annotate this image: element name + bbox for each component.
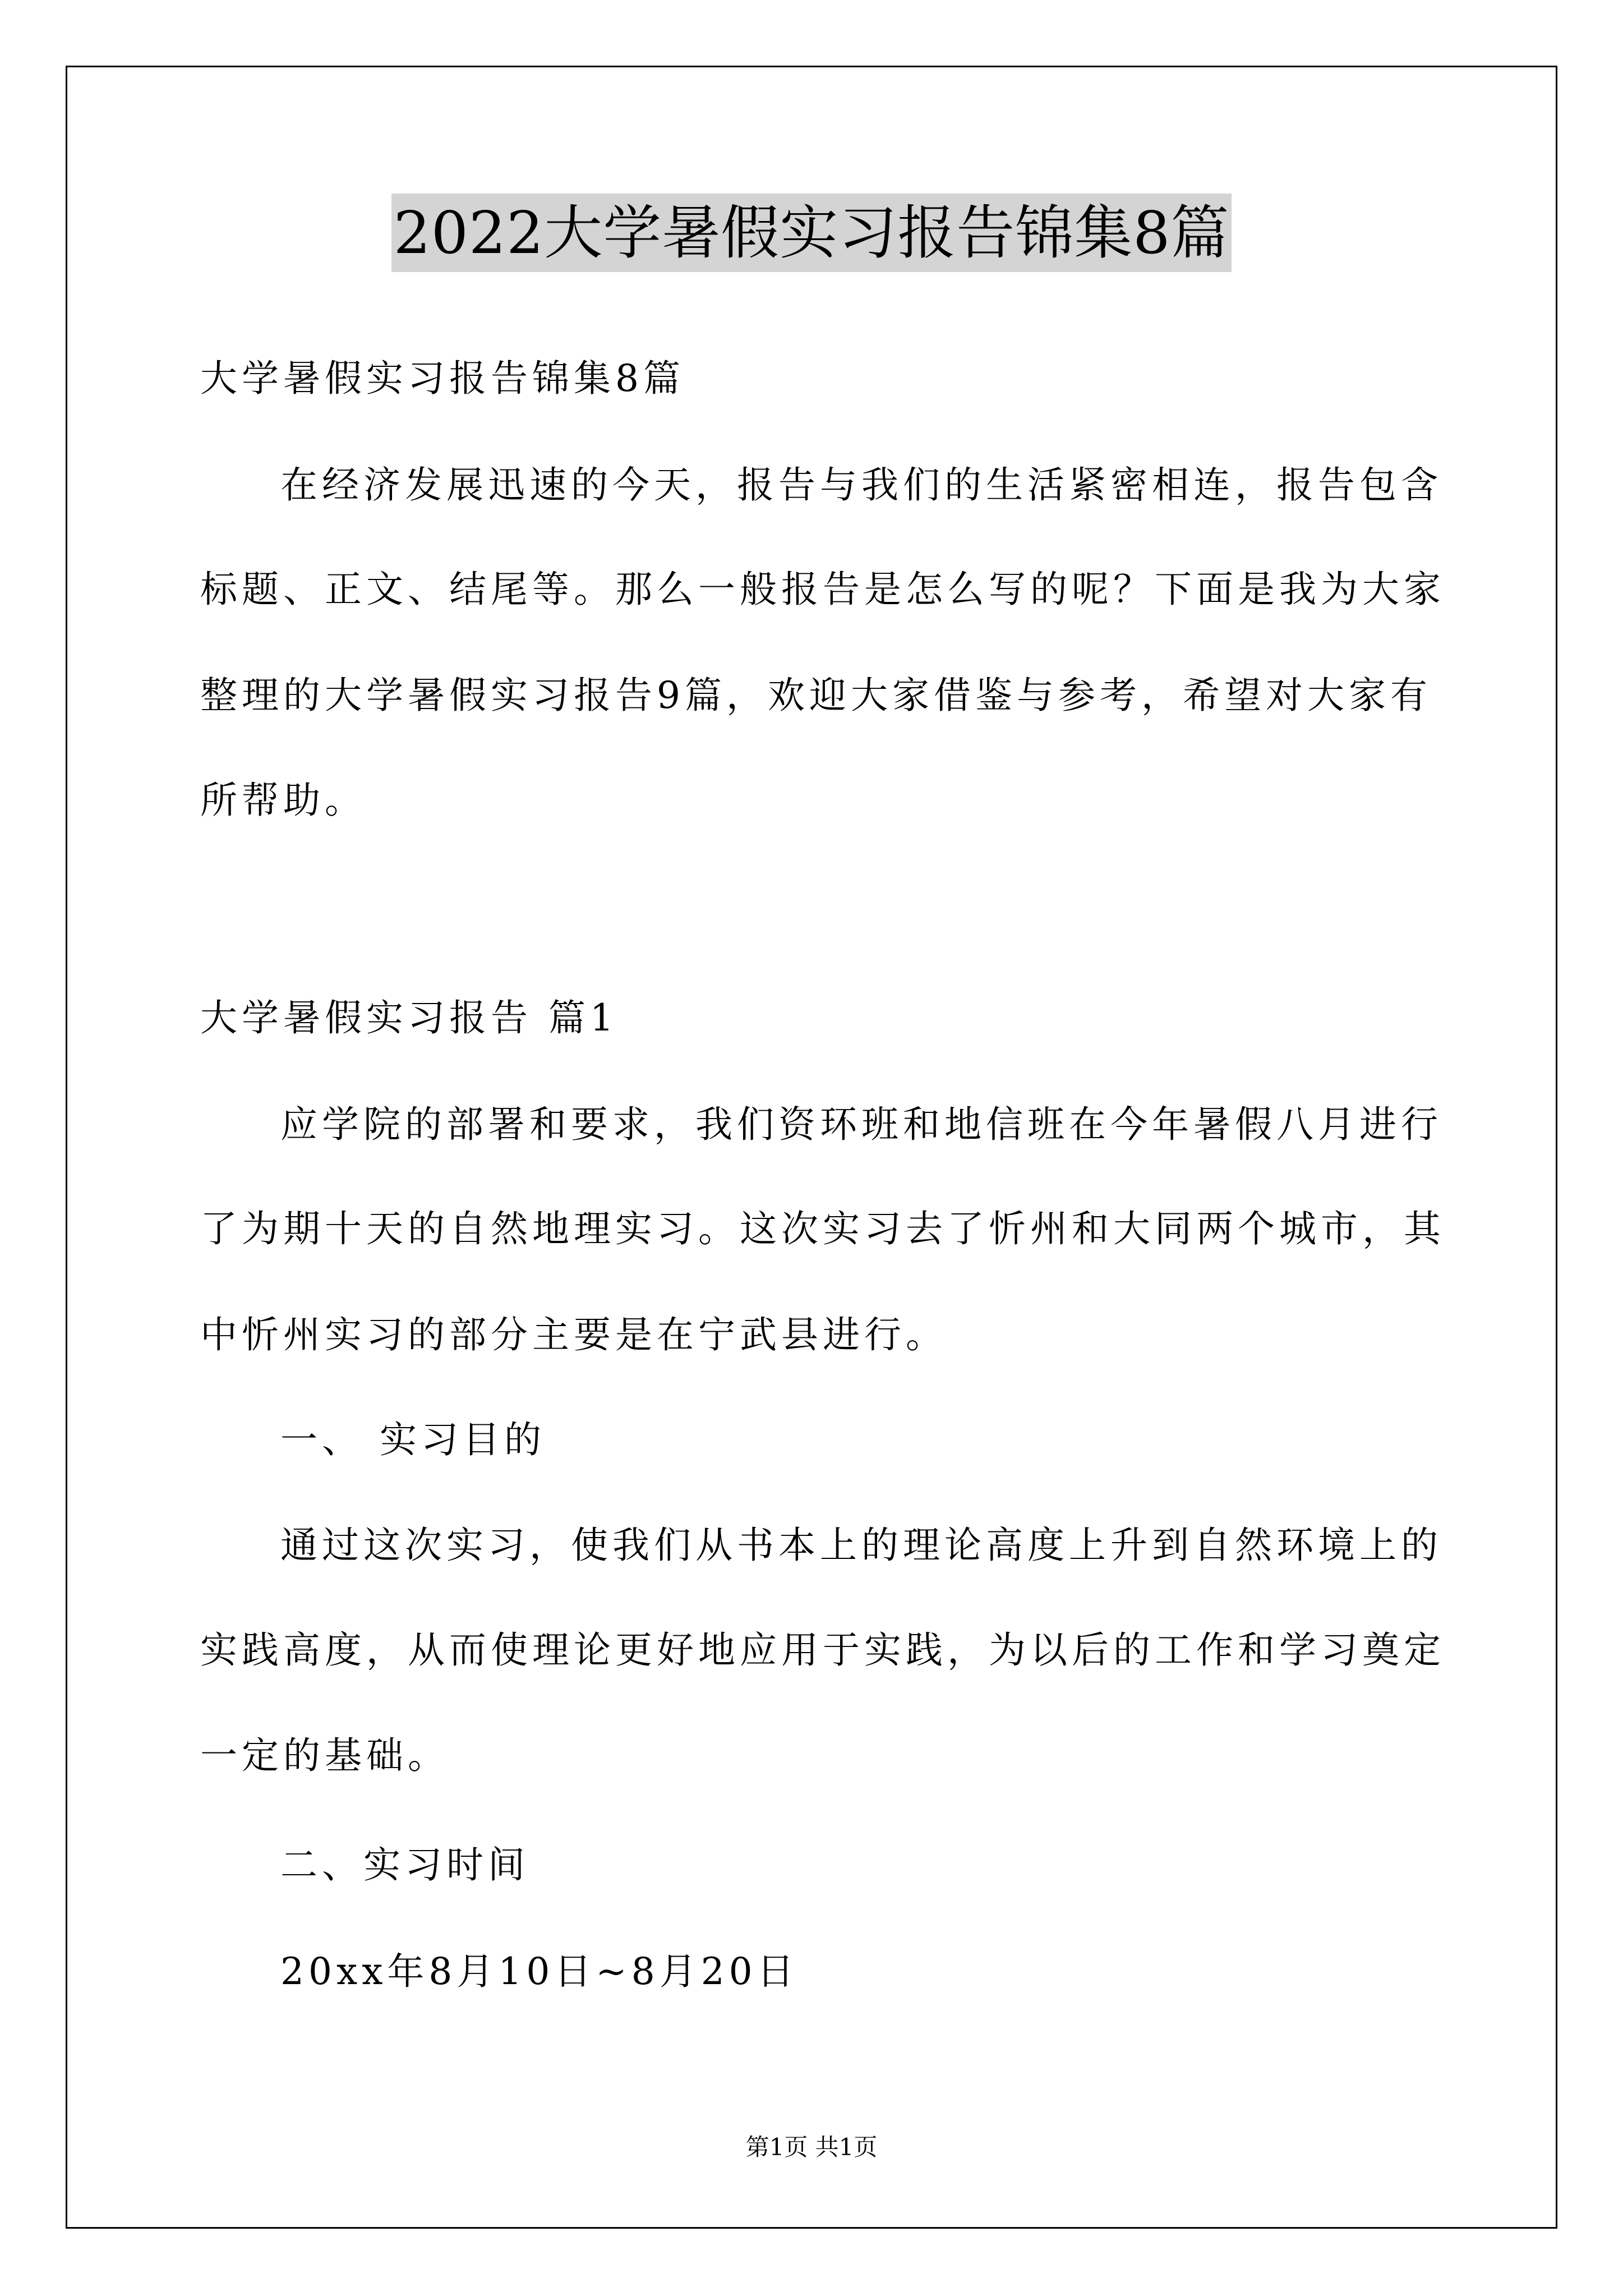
heading-time: 二、实习时间 [280,1843,529,1887]
purpose-line-3: 一定的基础。 [200,1734,449,1777]
intro-line-4: 所帮助。 [200,779,366,822]
purpose-line-1: 通过这次实习，使我们从书本上的理论高度上升到自然环境上的 [280,1524,1442,1567]
intro-line-1: 在经济发展迅速的今天，报告与我们的生活紧密相连，报告包含 [280,463,1442,507]
purpose-line-2: 实践高度，从而使理论更好地应用于实践，为以后的工作和学习奠定 [200,1628,1445,1672]
heading-purpose: 一、 实习目的 [280,1418,546,1461]
section-line-3: 中忻州实习的部分主要是在宁武县进行。 [200,1313,947,1356]
title-container [0,194,1623,272]
section-line-1: 应学院的部署和要求，我们资环班和地信班在今年暑假八月进行 [280,1103,1442,1146]
intro-line-3: 整理的大学暑假实习报告9篇，欢迎大家借鉴与参考，希望对大家有 [200,674,1432,717]
time-text: 20xx年8月10日~8月20日 [280,1950,799,1993]
page-footer: 第1页 共1页 [745,2133,878,2161]
document-subtitle: 大学暑假实习报告锦集8篇 [200,357,685,400]
section-line-2: 了为期十天的自然地理实习。这次实习去了忻州和大同两个城市，其 [200,1207,1445,1250]
section-heading: 大学暑假实习报告 篇1 [200,996,618,1039]
intro-line-2: 标题、正文、结尾等。那么一般报告是怎么写的呢？下面是我为大家 [200,568,1445,611]
document-title: 2022大学暑假实习报告锦集8篇 [391,194,1232,272]
